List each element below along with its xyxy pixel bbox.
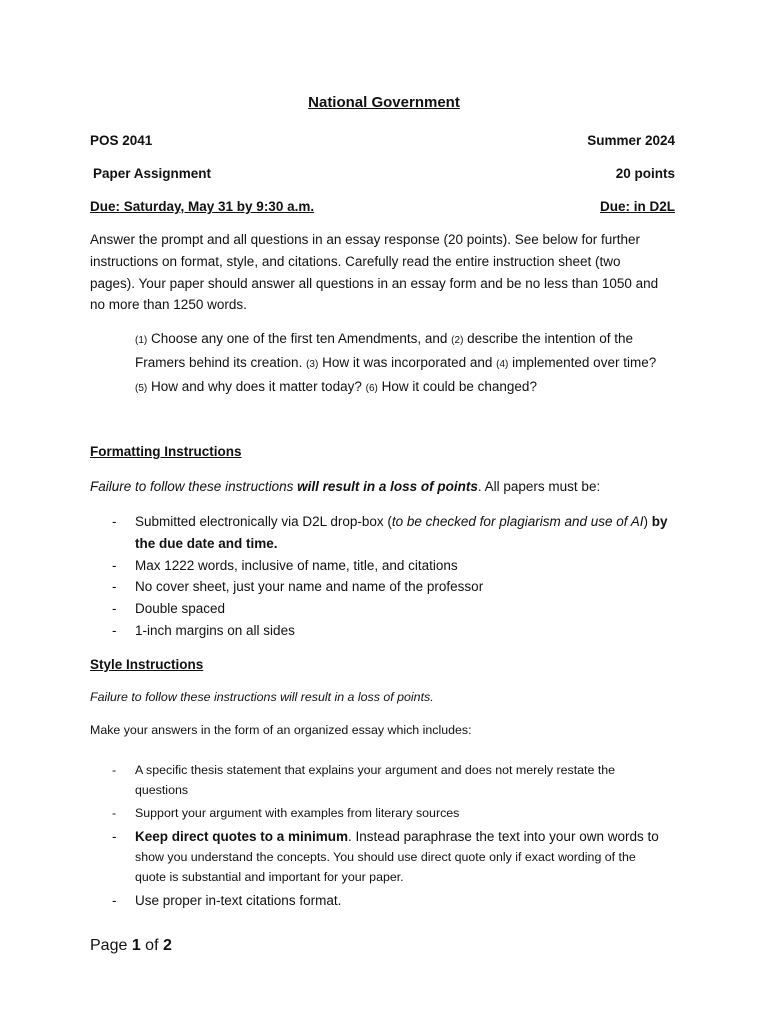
bullet-dash: - [112,806,117,820]
bullet-dash: - [112,763,117,777]
formatting-warning: Failure to follow these instructions will result in a loss of points. All papers must be: [90,479,601,494]
bullet-dash: - [112,622,117,638]
assignment-type: Paper Assignment [93,166,212,181]
prompt-line: Framers behind its creation. (3) How it was incorporated and (4) implemented over time? [135,354,657,370]
list-item: - Submitted electronically via D2L drop-box (to be checked for plagiarism and use of AI) by the due date and time. [90,511,690,555]
list-item: - Support your argument with examples from literary sources [90,803,690,823]
prompt-line: (1) Choose any one of the first ten Amendments, and (2) describe the intention of the [135,331,634,346]
bullet-dash: - [112,514,117,529]
list-item: - A specific thesis statement that explains your argument and does not merely restate the questions [90,760,690,800]
intro-paragraph [90,229,658,316]
formatting-list [90,511,690,642]
style-heading: Style Instructions [90,657,204,672]
intro-line: instructions on format, style, and citations. Carefully read the entire instruction sheet (two [90,253,621,269]
bullet-dash: - [112,557,117,573]
intro-line: Answer the prompt and all questions in an essay response (20 points). See below for further [90,232,641,247]
bullet-dash: - [112,829,117,844]
document-title [0,94,768,111]
bullet-dash: - [112,579,117,595]
intro-line: pages). Your paper should answer all questions in an essay form and be no less than 1050 and [90,275,659,291]
bullet-dash: - [112,601,117,617]
prompt-line: (5) How and why does it matter today? (6) How it could be changed? [135,378,537,394]
list-item: - Double spaced [90,598,690,620]
bullet-dash: - [112,893,117,908]
intro-line: no more than 1250 words. [90,297,247,313]
due-location: Due: in D2L [599,199,675,214]
list-item: - No cover sheet, just your name and name of the professor [90,576,690,598]
style-warning: Failure to follow these instructions will result in a loss of points. [90,690,434,704]
prompt-block [135,328,656,399]
list-item: - Use proper in-text citations format. [90,890,690,911]
formatting-heading: Formatting Instructions [90,444,242,459]
list-item: - Keep direct quotes to a minimum. Instead paraphrase the text into your own words to show you understand the concepts. You should use direct quote only if exact wording of the quote is substantial and important for your paper. [90,826,690,887]
style-intro: Make your answers in the form of an organized essay which includes: [90,723,472,737]
title-text: National Government [308,94,460,111]
points: 20 points [615,166,675,181]
due-date: Due: Saturday, May 31 by 9:30 a.m. [90,199,315,214]
list-item: - Max 1222 words, inclusive of name, title, and citations [90,555,690,577]
list-item: - 1-inch margins on all sides [90,620,690,642]
course-code: POS 2041 [90,133,153,148]
page-number: Page 1 of 2 [90,937,172,954]
term: Summer 2024 [587,133,675,148]
style-list [90,760,690,914]
